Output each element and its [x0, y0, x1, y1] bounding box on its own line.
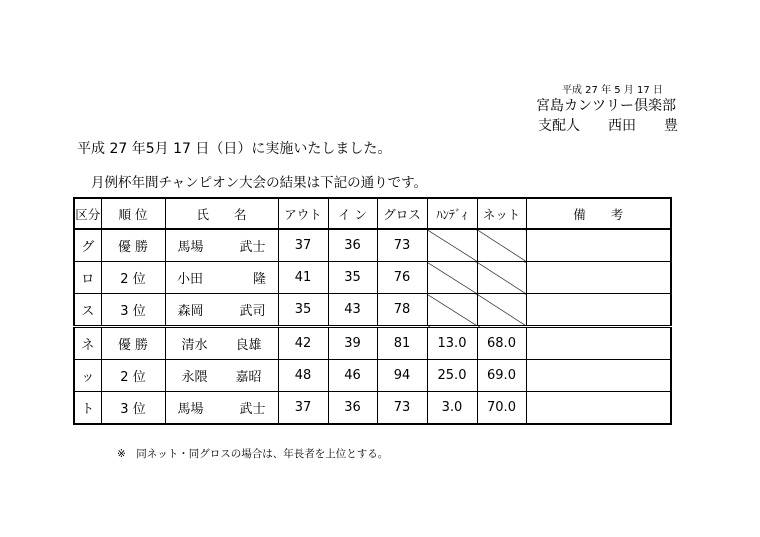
- remarks-cell: [526, 229, 671, 262]
- out-cell: 41: [278, 262, 328, 294]
- lead-text: 月例杯年間チャンピオン大会の結果は下記の通りです。: [91, 175, 428, 191]
- gross-cell: 78: [377, 294, 427, 327]
- name-cell: [165, 229, 278, 262]
- name-cell: [165, 294, 278, 327]
- header-out: アウト: [278, 198, 328, 229]
- handicap-cell: 25.0: [427, 360, 477, 392]
- category-label: ト: [74, 392, 101, 425]
- name-cell: [165, 392, 278, 425]
- given-name: 隆: [253, 272, 267, 287]
- in-cell: 36: [328, 229, 377, 262]
- document-date: 平成 27 年 5 月 17 日: [562, 85, 663, 96]
- category-label: グ: [74, 229, 101, 262]
- family-name: 永隈: [181, 370, 208, 385]
- table-header-row: [74, 198, 671, 229]
- rank-cell: 3 位: [101, 294, 165, 327]
- gross-cell: 81: [377, 327, 427, 360]
- table-row: [74, 229, 671, 262]
- category-label: ロ: [74, 262, 101, 294]
- in-cell: 46: [328, 360, 377, 392]
- header-gross: グロス: [377, 198, 427, 229]
- manager-given-name: 豊: [664, 118, 678, 134]
- intro-text: 平成 27 年5月 17 日（日）に実施いたしました。: [77, 141, 392, 157]
- family-name: 小田: [176, 272, 203, 287]
- header-remarks: 備 考: [526, 198, 671, 229]
- manager-signature: [538, 115, 678, 135]
- given-name: 武士: [239, 402, 266, 417]
- family-name: 森岡: [177, 304, 204, 319]
- handicap-cell-slashed: [427, 229, 477, 262]
- header-category: 区分: [74, 198, 101, 229]
- name-cell: [165, 360, 278, 392]
- gross-cell: 73: [377, 392, 427, 425]
- in-cell: 35: [328, 262, 377, 294]
- rank-cell: 2 位: [101, 360, 165, 392]
- out-cell: 37: [278, 392, 328, 425]
- family-name: 清水: [181, 338, 208, 353]
- gross-cell: 94: [377, 360, 427, 392]
- in-cell: 43: [328, 294, 377, 327]
- category-label: ス: [74, 294, 101, 327]
- remarks-cell: [526, 360, 671, 392]
- handicap-cell-slashed: [427, 262, 477, 294]
- family-name: 馬場: [177, 402, 204, 417]
- header-net: ネット: [477, 198, 526, 229]
- name-cell: [165, 327, 278, 360]
- remarks-cell: [526, 392, 671, 425]
- manager-title: 支配人: [538, 118, 580, 134]
- given-name: 武司: [239, 304, 266, 319]
- rank-cell: 3 位: [101, 392, 165, 425]
- net-cell: 69.0: [477, 360, 526, 392]
- net-cell: 68.0: [477, 327, 526, 360]
- header-in: イ ン: [328, 198, 377, 229]
- family-name: 馬場: [177, 240, 204, 255]
- in-cell: 39: [328, 327, 377, 360]
- footnote: ※ 同ネット・同グロスの場合は、年長者を上位とする。: [117, 448, 389, 460]
- header-name: 氏 名: [165, 198, 278, 229]
- rank-cell: 2 位: [101, 262, 165, 294]
- table-row: [74, 392, 671, 425]
- out-cell: 48: [278, 360, 328, 392]
- manager-family-name: 西田: [608, 118, 636, 134]
- rank-cell: 優 勝: [101, 327, 165, 360]
- gross-cell: 76: [377, 262, 427, 294]
- net-cell-slashed: [477, 294, 526, 327]
- given-name: 武士: [239, 240, 266, 255]
- out-cell: 37: [278, 229, 328, 262]
- table-row: [74, 294, 671, 327]
- table-row: [74, 360, 671, 392]
- results-table: [73, 197, 672, 425]
- net-cell-slashed: [477, 262, 526, 294]
- table-row: [74, 327, 671, 360]
- header-handicap: ﾊﾝﾃﾞｨ: [427, 198, 477, 229]
- given-name: 嘉昭: [235, 370, 262, 385]
- table-row: [74, 262, 671, 294]
- header-rank: 順 位: [101, 198, 165, 229]
- out-cell: 35: [278, 294, 328, 327]
- name-cell: [165, 262, 278, 294]
- handicap-cell: 13.0: [427, 327, 477, 360]
- remarks-cell: [526, 294, 671, 327]
- remarks-cell: [526, 327, 671, 360]
- in-cell: 36: [328, 392, 377, 425]
- category-label: ッ: [74, 360, 101, 392]
- given-name: 良雄: [235, 338, 262, 353]
- gross-cell: 73: [377, 229, 427, 262]
- handicap-cell-slashed: [427, 294, 477, 327]
- category-label: ネ: [74, 327, 101, 360]
- net-cell: 70.0: [477, 392, 526, 425]
- net-cell-slashed: [477, 229, 526, 262]
- remarks-cell: [526, 262, 671, 294]
- rank-cell: 優 勝: [101, 229, 165, 262]
- club-name: 宮島カンツリー倶楽部: [536, 98, 676, 114]
- handicap-cell: 3.0: [427, 392, 477, 425]
- out-cell: 42: [278, 327, 328, 360]
